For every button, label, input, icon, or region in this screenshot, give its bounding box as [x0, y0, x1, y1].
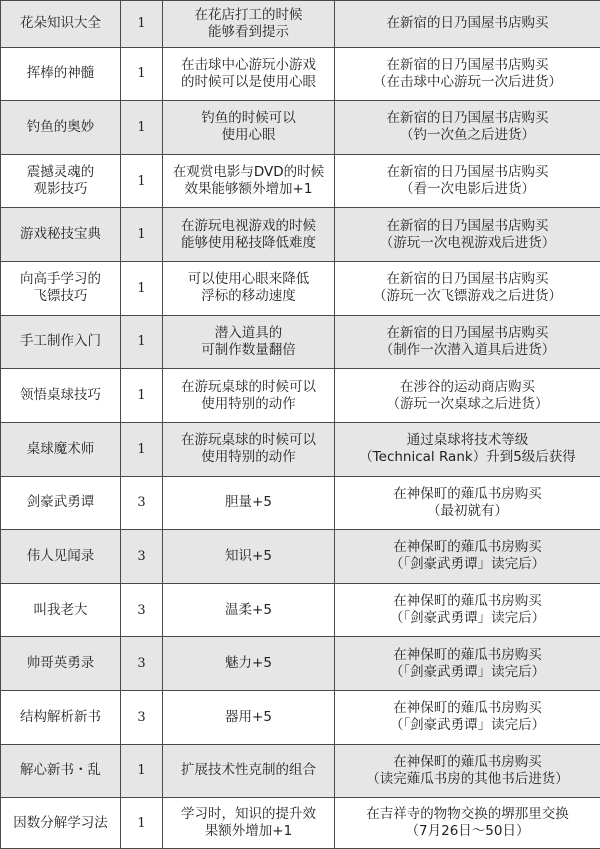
book-name-line: 震撼灵魂的 [26, 164, 95, 181]
count-cell: 3 [121, 583, 163, 637]
book-name-cell [1, 637, 121, 691]
effect-line: 能够使用秘技降低难度 [181, 234, 316, 251]
book-name-cell [1, 154, 121, 208]
count-cell: 1 [121, 422, 163, 476]
book-name-cell [1, 47, 121, 101]
count-cell: 3 [121, 476, 163, 530]
effect-line: 器用+5 [225, 708, 272, 725]
source-line: 在新宿的日乃国屋书店购买 [386, 324, 549, 341]
count-cell: 1 [121, 1, 163, 48]
effect-cell [163, 262, 335, 316]
effect-line: 浮标的移动速度 [201, 288, 296, 305]
table-row [1, 1, 600, 48]
source-line: （钓一次鱼之后进货） [400, 127, 535, 144]
count-cell: 3 [121, 637, 163, 691]
source-cell [335, 101, 600, 155]
source-cell [335, 798, 600, 849]
source-line: （「剑豪武勇谭」读完后） [389, 717, 546, 734]
source-line: （「剑豪武勇谭」读完后） [389, 663, 546, 680]
count-cell: 3 [121, 530, 163, 584]
table-row [1, 262, 600, 316]
count-cell: 1 [121, 101, 163, 155]
source-line: （最初就有） [427, 502, 508, 519]
source-line: 通过桌球将技术等级 [406, 432, 529, 449]
source-line: 在神保町的薙瓜书房购买 [393, 700, 542, 717]
source-cell [335, 422, 600, 476]
count-cell: 1 [121, 798, 163, 849]
count-cell: 1 [121, 154, 163, 208]
source-line: （「剑豪武勇谭」读完后） [389, 556, 546, 573]
book-name-line: 解心新书・乱 [20, 762, 101, 779]
effect-line: 能够看到提示 [208, 23, 289, 40]
effect-line: 在观赏电影与DVD的时候 [172, 164, 325, 181]
table-row [1, 798, 600, 849]
source-line: 在吉祥寺的物物交换的堺那里交换 [366, 806, 569, 823]
effect-line: 使用特别的动作 [201, 449, 296, 466]
effect-cell [163, 315, 335, 369]
table-row [1, 476, 600, 530]
book-name-line: 桌球魔术师 [26, 440, 95, 457]
table-row [1, 422, 600, 476]
effect-cell [163, 530, 335, 584]
effect-line: 在游玩电视游戏的时候 [181, 217, 316, 234]
source-line: （7月26日～50日） [405, 823, 530, 840]
source-line: 在神保町的薙瓜书房购买 [393, 485, 542, 502]
book-name-cell [1, 262, 121, 316]
source-line: （制作一次潜入道具后进货） [379, 341, 556, 358]
effect-line: 可以使用心眼来降低 [187, 271, 310, 288]
source-cell [335, 154, 600, 208]
table-row [1, 691, 600, 745]
effect-cell [163, 744, 335, 798]
effect-cell [163, 691, 335, 745]
book-name-line: 因数分解学习法 [13, 814, 108, 831]
book-name-cell [1, 798, 121, 849]
book-name-cell [1, 101, 121, 155]
source-line: （游玩一次桌球之后进货） [386, 395, 549, 412]
source-cell [335, 47, 600, 101]
effect-cell [163, 369, 335, 423]
book-name-line: 花朵知识大全 [20, 15, 101, 32]
effect-line: 在游玩桌球的时候可以 [181, 432, 316, 449]
book-name-line: 叫我老大 [33, 601, 88, 618]
book-name-line: 游戏秘技宝典 [20, 226, 101, 243]
count-cell: 1 [121, 47, 163, 101]
effect-line: 使用特别的动作 [201, 395, 296, 412]
book-name-line: 领悟桌球技巧 [20, 387, 101, 404]
source-cell [335, 476, 600, 530]
source-cell [335, 691, 600, 745]
count-cell: 1 [121, 369, 163, 423]
count-cell: 3 [121, 691, 163, 745]
source-line: （看一次电影后进货） [400, 181, 535, 198]
book-name-cell [1, 744, 121, 798]
book-name-line: 观影技巧 [33, 181, 88, 198]
source-line: 在神保町的薙瓜书房购买 [393, 753, 542, 770]
book-name-cell [1, 315, 121, 369]
source-cell [335, 315, 600, 369]
effect-cell [163, 154, 335, 208]
count-cell: 1 [121, 744, 163, 798]
book-name-cell [1, 369, 121, 423]
source-cell [335, 208, 600, 262]
effect-line: 温柔+5 [225, 601, 272, 618]
effect-line: 胆量+5 [225, 494, 272, 511]
book-name-line: 飞镖技巧 [33, 288, 88, 305]
book-name-cell [1, 1, 121, 48]
source-cell [335, 637, 600, 691]
book-name-cell [1, 422, 121, 476]
source-cell [335, 1, 600, 48]
book-name-cell [1, 583, 121, 637]
book-name-cell [1, 691, 121, 745]
source-line: （「剑豪武勇谭」读完后） [389, 610, 546, 627]
effect-cell [163, 101, 335, 155]
book-table-body [1, 1, 600, 849]
source-line: 在神保町的薙瓜书房购买 [393, 593, 542, 610]
source-line: （游玩一次飞镖游戏之后进货） [373, 288, 562, 305]
book-name-line: 帅哥英勇录 [26, 655, 95, 672]
source-line: （Technical Rank）升到5级后获得 [359, 449, 576, 466]
source-cell [335, 262, 600, 316]
effect-cell [163, 1, 335, 48]
source-line: （在击球中心游玩一次后进货） [373, 73, 562, 90]
effect-line: 在花店打工的时候 [194, 6, 303, 23]
effect-cell [163, 583, 335, 637]
source-line: 在神保町的薙瓜书房购买 [393, 646, 542, 663]
effect-line: 魅力+5 [225, 655, 272, 672]
book-name-line: 挥棒的神髓 [26, 65, 95, 82]
effect-cell [163, 476, 335, 530]
source-line: 在新宿的日乃国屋书店购买 [386, 164, 549, 181]
table-row [1, 530, 600, 584]
source-line: （读完薙瓜书房的其他书后进货） [366, 770, 569, 787]
count-cell: 1 [121, 315, 163, 369]
effect-cell [163, 422, 335, 476]
table-row [1, 637, 600, 691]
effect-line: 果额外增加+1 [204, 823, 293, 840]
source-line: （游玩一次电视游戏后进货） [379, 234, 556, 251]
source-cell [335, 369, 600, 423]
source-line: 在新宿的日乃国屋书店购买 [386, 271, 549, 288]
effect-cell [163, 47, 335, 101]
count-cell: 1 [121, 262, 163, 316]
table-row [1, 369, 600, 423]
table-row [1, 208, 600, 262]
book-name-line: 钓鱼的奥妙 [26, 118, 95, 135]
source-line: 在新宿的日乃国屋书店购买 [386, 217, 549, 234]
effect-line: 学习时，知识的提升效 [181, 806, 316, 823]
source-cell [335, 744, 600, 798]
source-line: 在新宿的日乃国屋书店购买 [386, 15, 549, 32]
effect-line: 知识+5 [225, 547, 272, 564]
source-cell [335, 530, 600, 584]
effect-line: 可制作数量翻倍 [201, 341, 296, 358]
book-name-line: 伟人见闻录 [26, 547, 95, 564]
effect-line: 在击球中心游玩小游戏 [181, 56, 316, 73]
book-name-cell [1, 476, 121, 530]
table-row [1, 101, 600, 155]
source-line: 在新宿的日乃国屋书店购买 [386, 56, 549, 73]
book-name-cell [1, 208, 121, 262]
effect-line: 扩展技术性克制的组合 [181, 762, 316, 779]
book-name-line: 结构解析新书 [20, 708, 101, 725]
effect-line: 钓鱼的时候可以 [201, 110, 296, 127]
effect-line: 的时候可以是使用心眼 [181, 73, 316, 90]
table-row [1, 583, 600, 637]
table-row [1, 744, 600, 798]
book-name-line: 向高手学习的 [20, 271, 101, 288]
book-name-line: 剑豪武勇谭 [26, 494, 95, 511]
effect-cell [163, 798, 335, 849]
table-row [1, 47, 600, 101]
effect-line: 潜入道具的 [214, 324, 283, 341]
effect-cell [163, 637, 335, 691]
source-line: 在神保町的薙瓜书房购买 [393, 539, 542, 556]
book-name-cell [1, 530, 121, 584]
table-row [1, 315, 600, 369]
effect-line: 使用心眼 [221, 127, 276, 144]
table-row [1, 154, 600, 208]
source-line: 在涉谷的运动商店购买 [400, 378, 535, 395]
count-cell: 1 [121, 208, 163, 262]
book-name-line: 手工制作入门 [20, 333, 101, 350]
effect-line: 在游玩桌球的时候可以 [181, 378, 316, 395]
source-line: 在新宿的日乃国屋书店购买 [386, 110, 549, 127]
effect-cell [163, 208, 335, 262]
source-cell [335, 583, 600, 637]
effect-line: 效果能够额外增加+1 [184, 181, 313, 198]
